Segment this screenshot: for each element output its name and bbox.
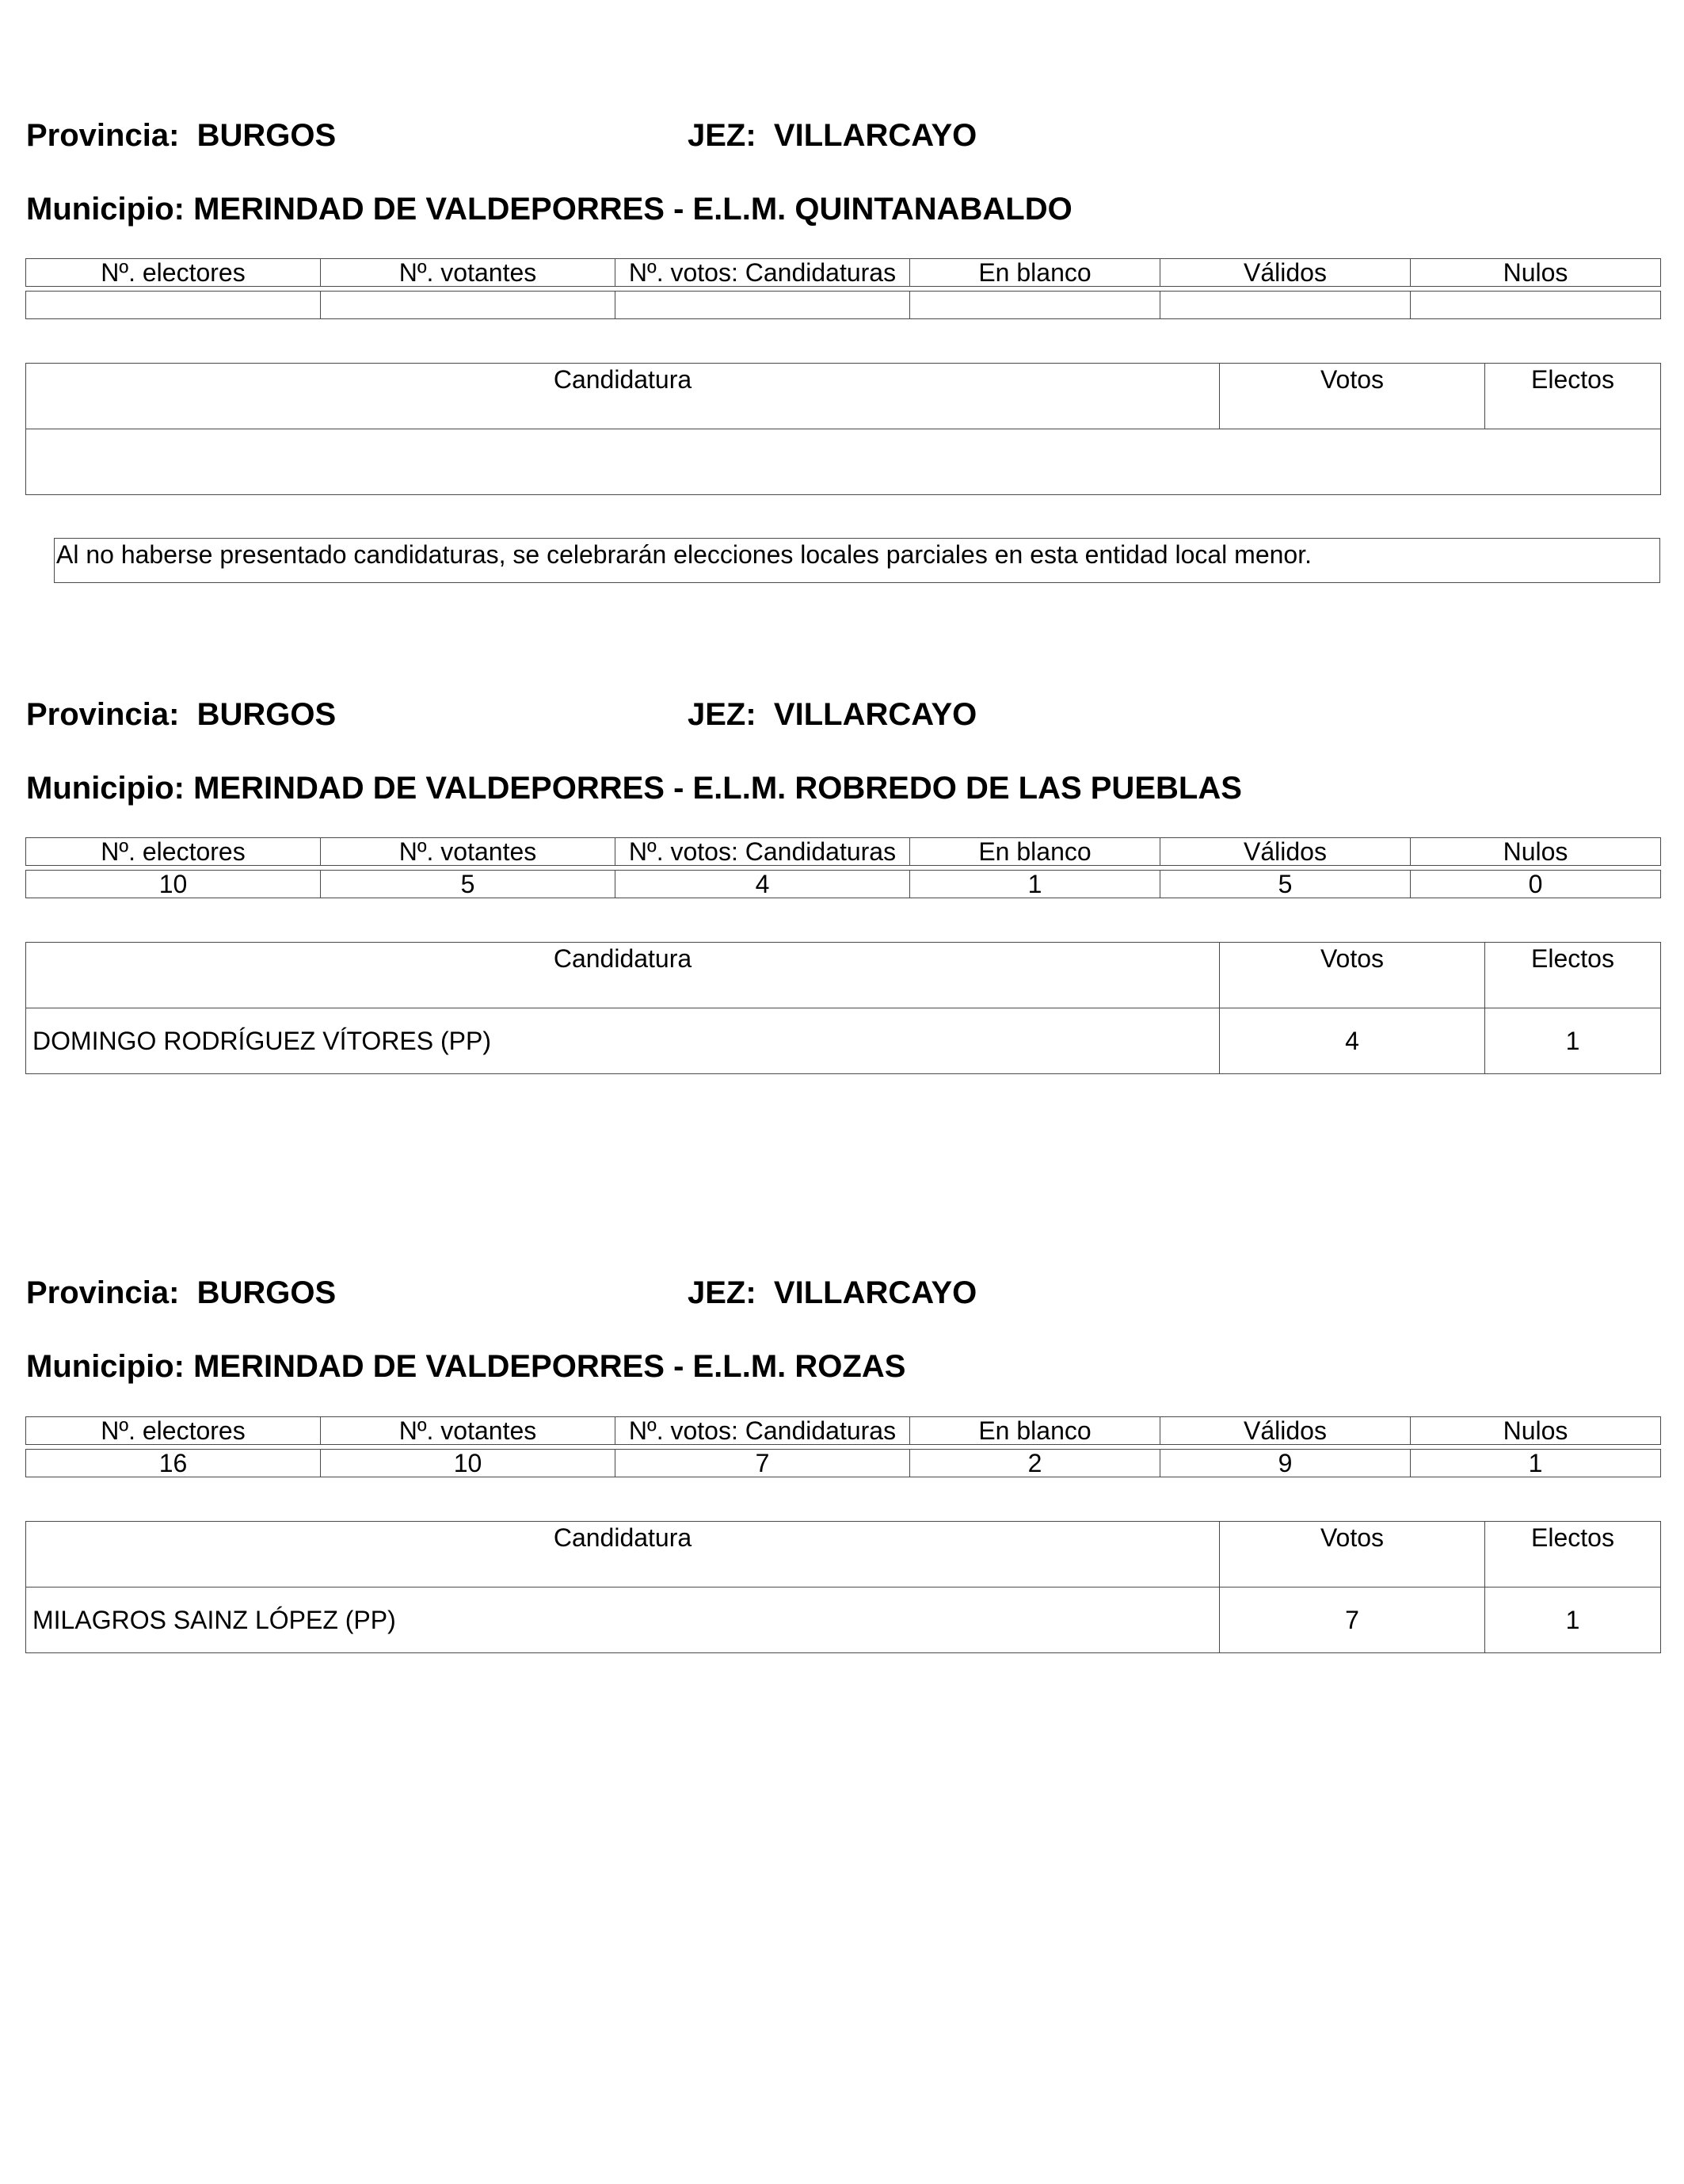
stats-table [25,1416,1661,1477]
header-electos: Electos [1485,364,1661,429]
candidate-electos: 1 [1485,1008,1661,1074]
jez-value: VILLARCAYO [773,697,977,732]
header-en-blanco: En blanco [910,1417,1160,1445]
candidates-table [25,942,1661,1074]
municipio-value: MERINDAD DE VALDEPORRES - E.L.M. ROZAS [193,1349,906,1384]
value-en-blanco: 1 [910,871,1160,898]
value-votos-candidaturas: 7 [615,1450,910,1477]
candidate-row [26,1008,1661,1074]
header-en-blanco: En blanco [910,259,1160,287]
header-votantes: Nº. votantes [321,1417,615,1445]
header-nulos: Nulos [1411,838,1661,866]
stats-header-row [26,259,1661,287]
jez-line [688,116,977,154]
provincia-label: Provincia: [26,118,180,153]
header-electores: Nº. electores [26,838,321,866]
candidates-header-row [26,364,1661,429]
stats-header-row [26,838,1661,866]
value-validos: 5 [1160,871,1411,898]
municipio-line [26,769,1242,807]
candidate-name: MILAGROS SAINZ LÓPEZ (PP) [26,1587,1220,1653]
jez-value: VILLARCAYO [773,118,977,153]
municipio-line [26,1347,905,1385]
provincia-label: Provincia: [26,1275,180,1310]
header-validos: Válidos [1160,838,1411,866]
provincia-label: Provincia: [26,697,180,732]
value-votantes: 10 [321,1450,615,1477]
value-validos: 9 [1160,1450,1411,1477]
provincia-line [26,696,336,734]
municipio-label: Municipio: [26,192,185,227]
municipio-value: MERINDAD DE VALDEPORRES - E.L.M. ROBREDO DE LAS PUEBLAS [193,771,1242,806]
candidate-empty-cell [26,429,1661,495]
header-votos-candidaturas: Nº. votos: Candidaturas [615,259,910,287]
candidates-table [25,1521,1661,1653]
municipio-value: MERINDAD DE VALDEPORRES - E.L.M. QUINTANABALDO [193,192,1073,227]
provincia-value: BURGOS [196,118,337,153]
value-nulos: 0 [1411,871,1661,898]
header-candidatura: Candidatura [26,1522,1220,1587]
value-en-blanco: 2 [910,1450,1160,1477]
stats-value-row [26,871,1661,898]
jez-label: JEZ: [688,1275,756,1310]
jez-label: JEZ: [688,697,756,732]
header-electores: Nº. electores [26,1417,321,1445]
candidate-votos: 4 [1220,1008,1485,1074]
candidates-header-row [26,943,1661,1008]
value-en-blanco [910,292,1160,319]
value-electores [26,292,321,319]
header-electos: Electos [1485,1522,1661,1587]
header-validos: Válidos [1160,259,1411,287]
provincia-value: BURGOS [196,697,337,732]
header-votos-candidaturas: Nº. votos: Candidaturas [615,838,910,866]
stats-header-row [26,1417,1661,1445]
header-votos: Votos [1220,364,1485,429]
value-votos-candidaturas [615,292,910,319]
header-electos: Electos [1485,943,1661,1008]
stats-value-row [26,1450,1661,1477]
provincia-line [26,1274,336,1312]
header-candidatura: Candidatura [26,364,1220,429]
header-nulos: Nulos [1411,259,1661,287]
header-votos: Votos [1220,943,1485,1008]
header-electores: Nº. electores [26,259,321,287]
municipio-label: Municipio: [26,1349,185,1384]
value-electores: 16 [26,1450,321,1477]
municipio-label: Municipio: [26,771,185,806]
value-electores: 10 [26,871,321,898]
value-nulos [1411,292,1661,319]
header-votantes: Nº. votantes [321,259,615,287]
header-nulos: Nulos [1411,1417,1661,1445]
value-votantes [321,292,615,319]
candidate-votos: 7 [1220,1587,1485,1653]
header-en-blanco: En blanco [910,838,1160,866]
value-votantes: 5 [321,871,615,898]
jez-line [688,696,977,734]
candidates-table [25,363,1661,495]
candidates-header-row [26,1522,1661,1587]
jez-label: JEZ: [688,118,756,153]
provincia-value: BURGOS [196,1275,337,1310]
value-votos-candidaturas: 4 [615,871,910,898]
header-candidatura: Candidatura [26,943,1220,1008]
header-votos: Votos [1220,1522,1485,1587]
value-nulos: 1 [1411,1450,1661,1477]
header-votantes: Nº. votantes [321,838,615,866]
stats-table [25,837,1661,898]
stats-table [25,258,1661,319]
candidate-row [26,429,1661,495]
candidate-electos: 1 [1485,1587,1661,1653]
municipio-line [26,190,1073,228]
value-validos [1160,292,1411,319]
no-candidates-note: Al no haberse presentado candidaturas, se celebrarán elecciones locales parciales en esta entidad local menor. [54,538,1660,583]
provincia-line [26,116,336,154]
header-votos-candidaturas: Nº. votos: Candidaturas [615,1417,910,1445]
candidate-row [26,1587,1661,1653]
stats-value-row [26,292,1661,319]
jez-line [688,1274,977,1312]
candidate-name: DOMINGO RODRÍGUEZ VÍTORES (PP) [26,1008,1220,1074]
header-validos: Válidos [1160,1417,1411,1445]
jez-value: VILLARCAYO [773,1275,977,1310]
